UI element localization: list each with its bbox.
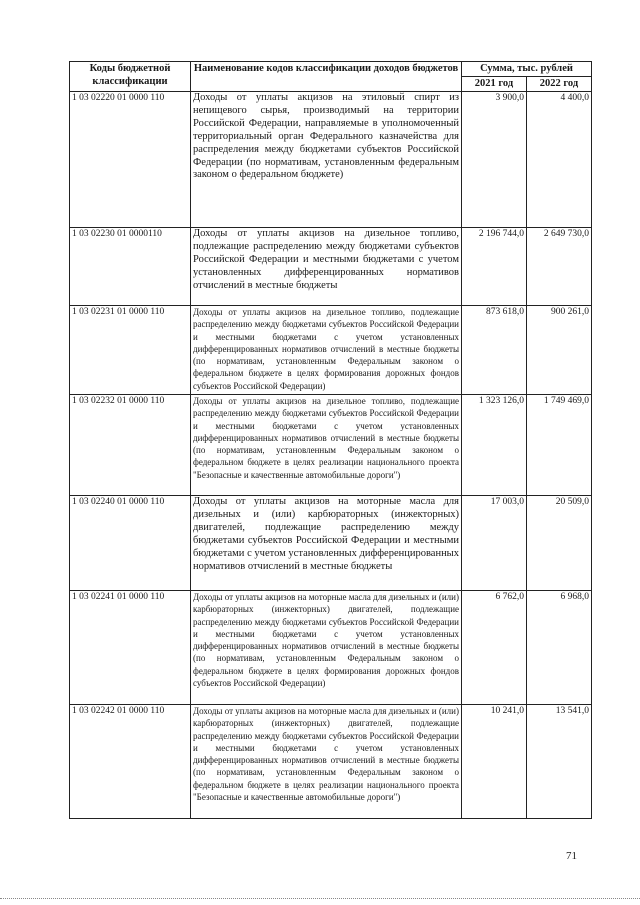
- table-row: [70, 306, 592, 395]
- row-code: 1 03 02231 01 0000 110: [70, 306, 191, 395]
- table-row: [70, 705, 592, 819]
- row-value-2021: 3 900,0: [462, 92, 527, 228]
- row-value-2022: 13 541,0: [527, 705, 592, 819]
- row-value-2021: 2 196 744,0: [462, 228, 527, 306]
- table-row: [70, 395, 592, 496]
- table-row: [70, 496, 592, 591]
- row-name: Доходы от уплаты акцизов на моторные масла для дизельных и (или) карбюраторных (инжекторных) двигателей, подлежащие распределению между бюджетами субъектов Российской Федерации и местными бюджетами с учетом установленных дифференцированных нормативов отчислений в местные бюджеты (по нормативам, установленным Федеральным законом о федеральном бюджете в целях формирования дорожных фондов субъектов Российской Федерации): [191, 591, 462, 705]
- row-name: Доходы от уплаты акцизов на дизельное топливо, подлежащие распределению между бюджетами субъектов Российской Федерации и местными бюджетами с учетом установленных дифференцированных нормативов отчислений в местные бюджеты: [191, 228, 462, 306]
- row-code: 1 03 02230 01 0000110: [70, 228, 191, 306]
- row-value-2022: 1 749 469,0: [527, 395, 592, 496]
- row-code: 1 03 02240 01 0000 110: [70, 496, 191, 591]
- row-value-2021: 10 241,0: [462, 705, 527, 819]
- row-value-2022: 900 261,0: [527, 306, 592, 395]
- table-row: [70, 92, 592, 228]
- header-row: [70, 62, 592, 77]
- row-value-2021: 6 762,0: [462, 591, 527, 705]
- row-value-2022: 20 509,0: [527, 496, 592, 591]
- header-year-2022: 2022 год: [527, 77, 592, 92]
- row-name: Доходы от уплаты акцизов на дизельное топливо, подлежащие распределению между бюджетами субъектов Российской Федерации и местными бюджетами с учетом установленных дифференцированных нормативов отчислений в местные бюджеты (по нормативам, установленным Федеральным законом о федеральном бюджете в целях формирования дорожных фондов субъектов Российской Федерации): [191, 306, 462, 395]
- table-row: [70, 591, 592, 705]
- row-value-2022: 4 400,0: [527, 92, 592, 228]
- header-names: Наименование кодов классификации доходов бюджетов: [191, 62, 462, 92]
- row-name: Доходы от уплаты акцизов на моторные масла для дизельных и (или) карбюраторных (инжекторных) двигателей, подлежащие распределению между бюджетами субъектов Российской Федерации и местными бюджетами с учетом установленных дифференцированных нормативов отчислений в местные бюджеты: [191, 496, 462, 591]
- row-value-2021: 1 323 126,0: [462, 395, 527, 496]
- row-code: 1 03 02220 01 0000 110: [70, 92, 191, 228]
- header-sum: Сумма, тыс. рублей: [462, 62, 592, 77]
- row-value-2021: 873 618,0: [462, 306, 527, 395]
- row-code: 1 03 02242 01 0000 110: [70, 705, 191, 819]
- scan-edge-rule: [0, 898, 640, 899]
- page-number: 71: [566, 850, 577, 862]
- row-name: Доходы от уплаты акцизов на этиловый спирт из непищевого сырья, производимый на территории Российской Федерации, направляемые в уполномоченный территориальный орган Федерального казначейства для распределения между бюджетами субъектов Российской Федерации (по нормативам, установленным федеральным законом о федеральном бюджете): [191, 92, 462, 228]
- header-year-2021: 2021 год: [462, 77, 527, 92]
- row-code: 1 03 02232 01 0000 110: [70, 395, 191, 496]
- row-value-2022: 2 649 730,0: [527, 228, 592, 306]
- table-row: [70, 228, 592, 306]
- row-name: Доходы от уплаты акцизов на моторные масла для дизельных и (или) карбюраторных (инжекторных) двигателей, подлежащие распределению между бюджетами субъектов Российской Федерации и местными бюджетами с учетом установленных дифференцированных нормативов отчислений в местные бюджеты (по нормативам, установленным Федеральным законом о федеральном бюджете в целях реализации национального проекта "Безопасные и качественные автомобильные дороги"): [191, 705, 462, 819]
- budget-table: [69, 61, 592, 819]
- row-name: Доходы от уплаты акцизов на дизельное топливо, подлежащие распределению между бюджетами субъектов Российской Федерации и местными бюджетами с учетом установленных дифференцированных нормативов отчислений в местные бюджеты (по нормативам, установленным Федеральным законом о федеральном бюджете в целях реализации национального проекта "Безопасные и качественные автомобильные дороги"): [191, 395, 462, 496]
- row-code: 1 03 02241 01 0000 110: [70, 591, 191, 705]
- header-codes: Коды бюджетной классификации: [70, 62, 191, 92]
- row-value-2021: 17 003,0: [462, 496, 527, 591]
- row-value-2022: 6 968,0: [527, 591, 592, 705]
